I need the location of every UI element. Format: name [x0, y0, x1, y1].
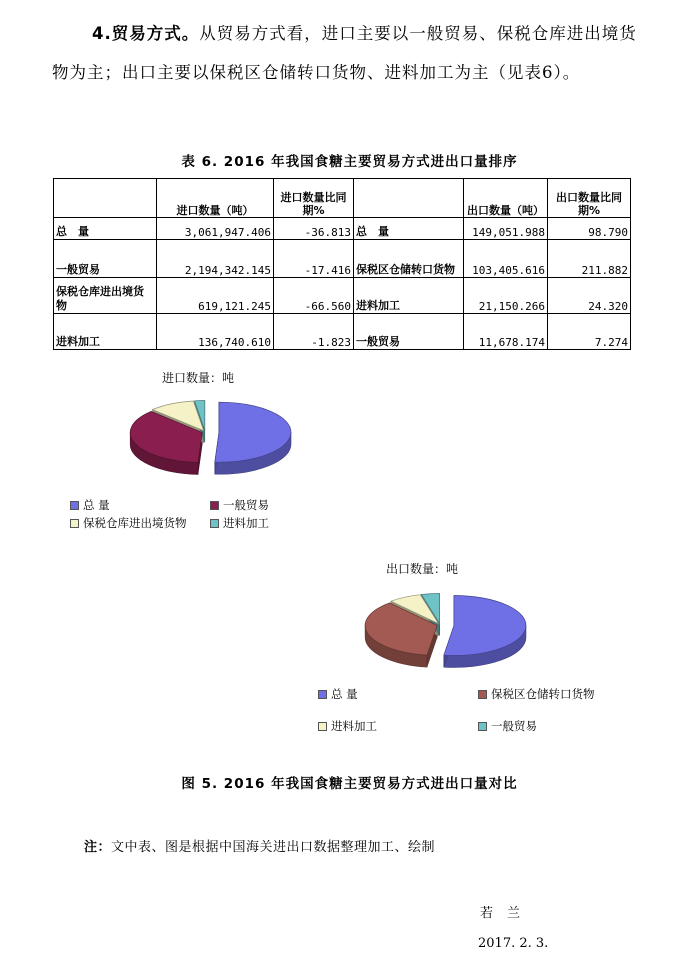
body-paragraph	[52, 14, 642, 92]
legend-label: 一般贸易	[491, 719, 537, 733]
table-header-cell: 出口数量比同期%	[548, 179, 631, 218]
legend-item	[210, 515, 269, 531]
table-cell: 24.320	[548, 278, 631, 314]
table-cell: -36.813	[274, 218, 354, 240]
table-cell: 一般贸易	[354, 314, 464, 350]
legend-item	[318, 718, 377, 734]
table-header-cell: 进口数量（吨）	[157, 179, 274, 218]
legend-item	[70, 515, 187, 531]
table-cell: 保税仓库进出境货物	[54, 278, 157, 314]
legend-swatch	[318, 722, 327, 731]
table-cell: 103,405.616	[464, 240, 548, 278]
table-cell: -17.416	[274, 240, 354, 278]
legend-label: 进料加工	[223, 516, 269, 530]
legend-label: 总 量	[83, 498, 110, 512]
footnote	[84, 836, 435, 855]
table-row	[54, 314, 631, 350]
legend-item	[70, 497, 110, 513]
table-cell: 总 量	[354, 218, 464, 240]
table-caption: 表 6. 2016 年我国食糖主要贸易方式进出口量排序	[181, 154, 518, 170]
figure-caption: 图 5. 2016 年我国食糖主要贸易方式进出口量对比	[181, 776, 518, 792]
paragraph-text: 从贸易方式看，进口主要以一般贸易、保税仓库进出境货物为主；出口主要以保税区仓储转口货物、进料加工为主（见表6）。	[52, 24, 637, 82]
legend-item	[478, 686, 595, 702]
table-cell: 98.790	[548, 218, 631, 240]
table-cell: 进料加工	[54, 314, 157, 350]
trade-table	[53, 178, 631, 350]
table-cell: 进料加工	[354, 278, 464, 314]
table-cell: 一般贸易	[54, 240, 157, 278]
legend-label: 保税区仓储转口货物	[491, 687, 595, 701]
legend-swatch	[478, 690, 487, 699]
table-header-cell: 出口数量（吨）	[464, 179, 548, 218]
table-cell: 总 量	[54, 218, 157, 240]
legend-label: 保税仓库进出境货物	[83, 516, 187, 530]
footnote-text: 文中表、图是根据中国海关进出口数据整理加工、绘制	[111, 840, 436, 855]
table-cell: -66.560	[274, 278, 354, 314]
legend-label: 一般贸易	[223, 498, 269, 512]
author: 若兰	[480, 906, 535, 921]
legend-swatch	[318, 690, 327, 699]
table-row	[54, 278, 631, 314]
legend-label: 总 量	[331, 687, 358, 701]
table-cell: 211.882	[548, 240, 631, 278]
export-pie-chart	[330, 585, 550, 685]
table-cell: 保税区仓储转口货物	[354, 240, 464, 278]
footnote-label: 注：	[84, 840, 112, 855]
table-cell: 3,061,947.406	[157, 218, 274, 240]
import-pie-chart	[95, 392, 315, 492]
legend-swatch	[70, 519, 79, 528]
table-cell: 619,121.245	[157, 278, 274, 314]
import-chart-title: 进口数量：吨	[162, 371, 235, 385]
legend-label: 进料加工	[331, 719, 377, 733]
table-row	[54, 218, 631, 240]
export-chart-legend	[318, 686, 658, 733]
legend-swatch	[210, 519, 219, 528]
legend-swatch	[70, 501, 79, 510]
legend-item	[478, 718, 537, 734]
legend-swatch	[478, 722, 487, 731]
legend-item	[210, 497, 269, 513]
table-cell: -1.823	[274, 314, 354, 350]
import-chart-legend	[70, 497, 370, 533]
table-header-row	[54, 179, 631, 218]
table-cell: 149,051.988	[464, 218, 548, 240]
table-cell: 2,194,342.145	[157, 240, 274, 278]
export-chart-title: 出口数量：吨	[386, 562, 459, 576]
legend-item	[318, 686, 358, 702]
table-row	[54, 240, 631, 278]
date: 2017. 2. 3.	[478, 936, 549, 951]
table-cell: 21,150.266	[464, 278, 548, 314]
table-cell: 7.274	[548, 314, 631, 350]
table-header-cell	[354, 179, 464, 218]
legend-swatch	[210, 501, 219, 510]
table-header-cell: 进口数量比同期%	[274, 179, 354, 218]
table-cell: 11,678.174	[464, 314, 548, 350]
paragraph-lead: 4.贸易方式。	[92, 24, 200, 43]
table-cell: 136,740.610	[157, 314, 274, 350]
table-header-cell	[54, 179, 157, 218]
